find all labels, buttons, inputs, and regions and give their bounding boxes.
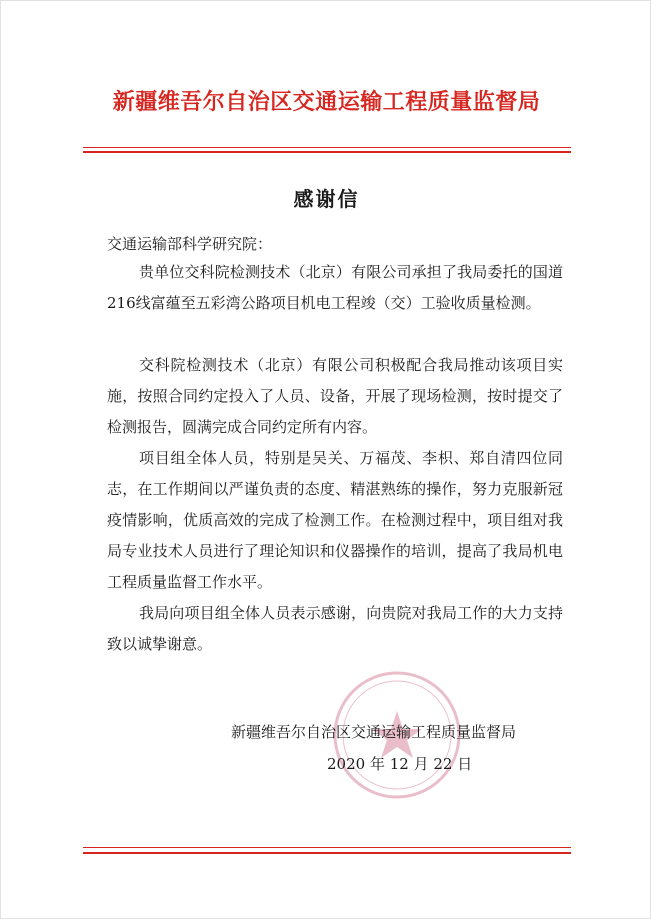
letter-date: 2020 年 12 月 22 日 [327,755,473,773]
paragraph-1: 贵单位交科院检测技术（北京）有限公司承担了我局委托的国道216线富蕴至五彩湾公路项目机电工程竣（交）工验收质量检测。 [107,263,563,312]
salutation: 交通运输部科学研究院： [107,235,273,253]
signature-org: 新疆维吾尔自治区交通运输工程质量监督局 [231,723,517,741]
footer-rule-top [83,847,571,848]
paragraph-3: 项目组全体人员，特别是吴关、万福茂、李枳、郑自清四位同志，在工作期间以严谨负责的态度、精湛熟练的操作，努力克服新冠疫情影响，优质高效的完成了检测工作。在检测过程中，项目组对我局专业技术人员进行了理论知识和仪器操作的培训，提高了我局机电工程质量监督工作水平。 [107,449,563,591]
letterhead-org: 新疆维吾尔自治区交通运输工程质量监督局 [112,89,541,115]
header-rule-bottom [83,151,571,153]
paragraph-4: 我局向项目组全体人员表示感谢，向贵院对我局工作的大力支持致以诚挚谢意。 [107,604,563,653]
letter-title: 感谢信 [293,187,360,211]
header-rule-top [83,147,571,148]
footer-rule-bottom [83,852,571,854]
paragraph-2: 交科院检测技术（北京）有限公司积极配合我局推动该项目实施，按照合同约定投入了人员、设备，开展了现场检测，按时提交了检测报告，圆满完成合同约定所有内容。 [107,356,563,436]
